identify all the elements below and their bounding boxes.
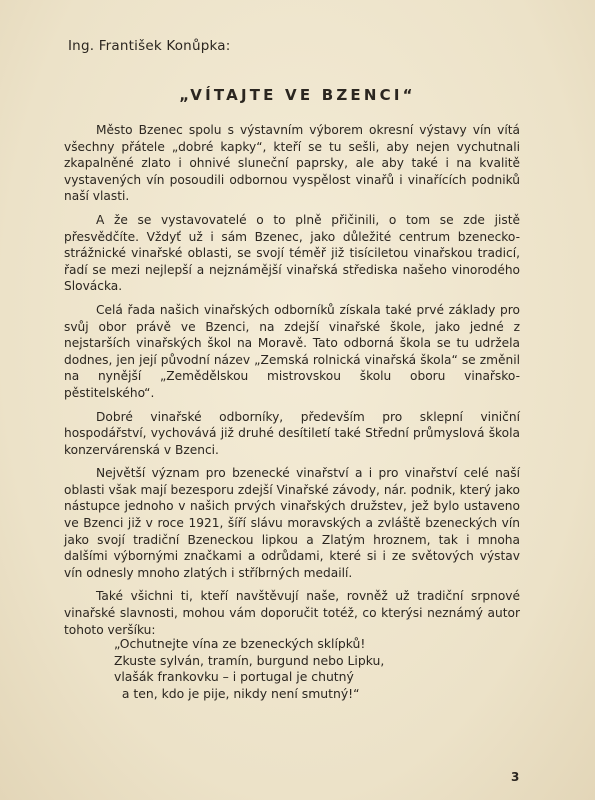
author-line: Ing. František Konůpka:	[68, 38, 231, 54]
paragraph: Celá řada našich vinařských odborníků získala také prvé základy pro svůj obor právě ve Bzenci, na zdejší vinařské škole, jako jedné z nejstarších vinařských škol na Moravě. Tato odborná škola se tu udržela dodnes, jen její původní název „Zemská rolnická vinařská škola“ se změnil na nynější „Zemědělskou mistrovskou školu oboru vinařsko-pěstitelského“.	[64, 302, 520, 400]
paragraph: Také všichni ti, kteří navštěvují naše, rovněž už tradiční srpnové vinařské slavnosti, mohou vám doporučit totéž, co kterýsi neznámý autor tohoto veršíku:	[64, 589, 520, 637]
poem	[114, 636, 474, 702]
paragraph: Dobré vinařské odborníky, především pro sklepní viniční hospodářství, vychovává již druhé desítiletí také Střední průmyslová škola konzervárenská v Bzenci.	[64, 409, 520, 457]
poem-line: vlašák frankovku – i portugal je chutný	[114, 669, 354, 685]
poem-line: „Ochutnejte vína ze bzeneckých sklípků!	[114, 636, 366, 651]
poem-line: Zkuste sylván, tramín, burgund nebo Lipku,	[114, 652, 385, 668]
article-title: „VÍTAJTE VE BZENCI“	[179, 86, 416, 104]
paragraph: Největší význam pro bzenecké vinařství a i pro vinařství celé naší oblasti však mají bezesporu zdejší Vinařské závody, nár. podnik, který jako nástupce jednoho v našich prvých vinařských družstev, jež bylo ustaveno ve Bzenci již v roce 1921, šíří slávu moravských a zvláště bzeneckých vín jako svojí tradiční Bzeneckou lipkou a Zlatým hroznem, tak i mnoha dalšími výbornými značkami a odrůdami, které si i ze světových výstav vín odnesly mnoho zlatých i stříbrných medailí.	[64, 466, 520, 580]
poem-line: a ten, kdo je pije, nikdy není smutný!“	[114, 685, 360, 701]
article-body	[64, 122, 520, 645]
paragraph: Město Bzenec spolu s výstavním výborem okresní výstavy vín vítá všechny přátele „dobré kapky“, kteří se tu sešli, aby nejen vychutnali zkapalněné zlato i ohnivé sluneční paprsky, ale aby také i na kvalitě vystavených vín posoudili odbornou vyspělost vinařů i vinařících podniků naší vlasti.	[64, 123, 520, 204]
paragraph: A že se vystavovatelé o to plně přičinili, o tom se zde jistě přesvědčíte. Vždyť už i sám Bzenec, jako důležité centrum bzenecko-strážnické vinařské oblasti, se svojí téměř již tisíciletou vinařskou tradicí, řadí se mezi nejlepší a nejznámější vinařská střediska našeho vinorodého Slovácka.	[64, 212, 520, 294]
page-number: 3	[511, 770, 520, 784]
